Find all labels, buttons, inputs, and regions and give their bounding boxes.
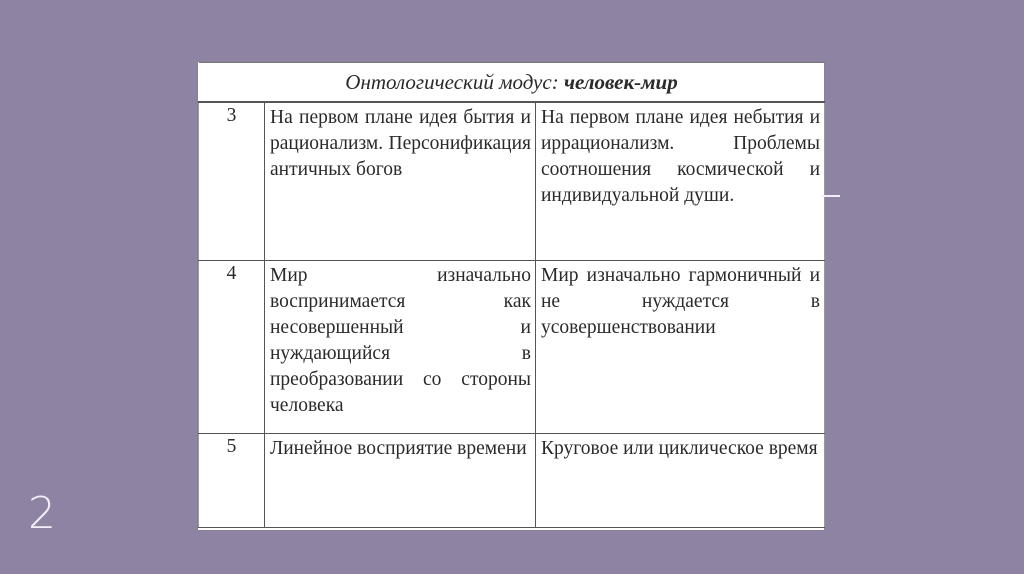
row-number: 4 [199,261,265,434]
right-cell-text: Мир изначально гармоничный и не нуждается в усовершенствовании [541,265,821,338]
table-title [199,63,825,103]
table-title-prefix: Онтологический модус: [345,70,564,94]
row-number: 5 [199,434,265,528]
left-cell [265,434,536,528]
table-row [199,261,825,434]
right-cell-text: Круговое или циклическое время [541,438,818,459]
right-cell [536,434,825,528]
left-cell-text: Мир изначально воспринимается как несовершенный и нуждающийся в преобразовании со стороны человека [270,265,531,416]
left-cell-text: На первом плане идея бытия и рационализм. Персонификация античных богов [270,107,531,180]
right-cell [536,261,825,434]
left-cell-text: Линейное восприятие времени [270,438,527,459]
left-cell [265,261,536,434]
table-row [199,102,825,261]
document-image [198,62,824,530]
slide-number: 2 [28,488,56,539]
table-title-bold: человек-мир [563,70,678,94]
left-cell [265,102,536,261]
comparison-table [198,62,825,528]
decorative-line [822,195,840,197]
right-cell-text: На первом плане идея небытия и иррационализм. Проблемы соотношения космической и индивидуальной души. [541,107,821,206]
right-cell [536,102,825,261]
table-row [199,434,825,528]
row-number: 3 [199,102,265,261]
